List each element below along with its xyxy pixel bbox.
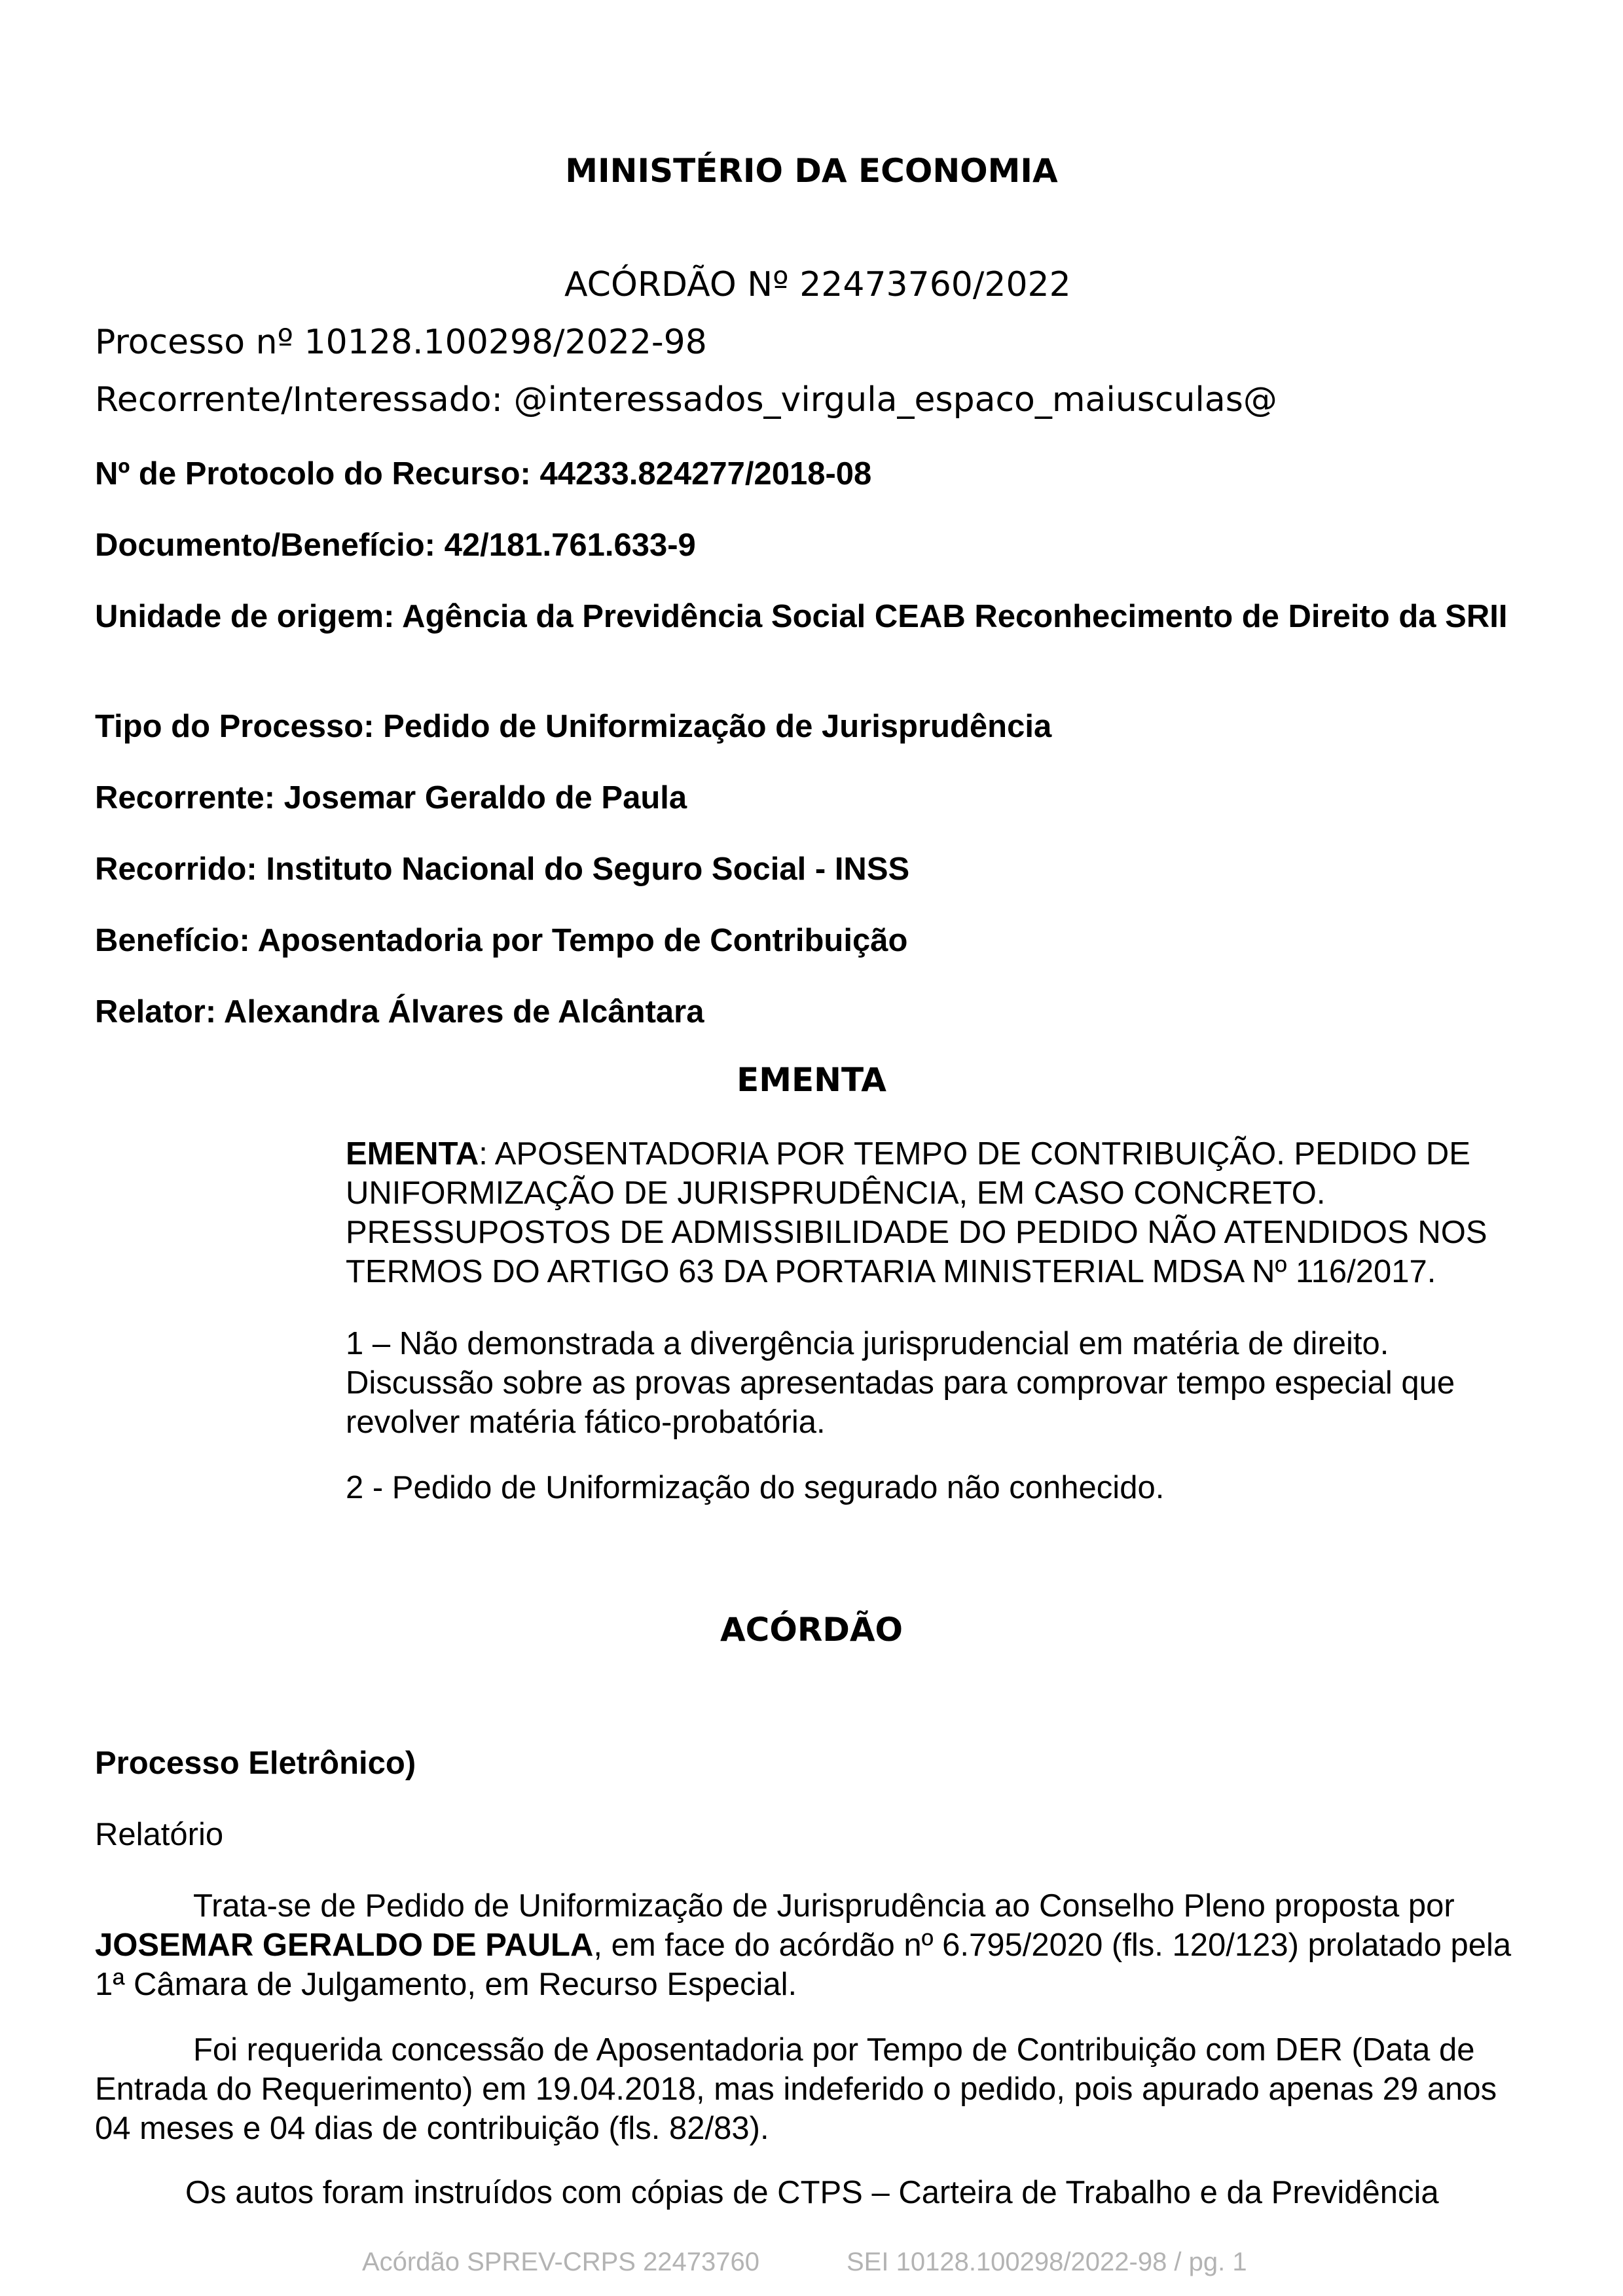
- relatorio-p1-start: Trata-se de Pedido de Uniformização de Jurisprudência ao Conselho Pleno proposta por: [193, 1888, 1455, 1924]
- processo-number: Processo nº 10128.100298/2022-98: [95, 323, 707, 362]
- footer-sei-ref: SEI 10128.100298/2022-98 / pg. 1: [847, 2248, 1247, 2276]
- acordao-number: ACÓRDÃO Nº 22473760/2022: [564, 265, 1071, 304]
- relatorio-p1-name: JOSEMAR GERALDO DE PAULA: [95, 1928, 594, 1963]
- ministry-title: MINISTÉRIO DA ECONOMIA: [565, 152, 1058, 190]
- field-relator: Relator: Alexandra Álvares de Alcântara: [95, 994, 704, 1030]
- ementa-item-1: 1 – Não demonstrada a divergência jurisprudencial em matéria de direito. Discussão sobre as provas apresentadas para comprovar tempo especial que revolver matéria fático-probatória.: [346, 1326, 1455, 1440]
- relatorio-p1-rest: , em face do acórdão nº 6.795/2020 (fls. 120/123) prolatado pela 1ª Câmara de Julgamento, em Recurso Especial.: [95, 1928, 1512, 2002]
- field-unidade-origem: Unidade de origem: Agência da Previdência Social CEAB Reconhecimento de Direito da SRII: [95, 599, 1508, 634]
- ementa-item-2: 2 - Pedido de Uniformização do segurado não conhecido.: [346, 1470, 1165, 1505]
- ementa-paragraph: [346, 1134, 1537, 1291]
- ementa-text: : APOSENTADORIA POR TEMPO DE CONTRIBUIÇÃO. PEDIDO DE UNIFORMIZAÇÃO DE JURISPRUDÊNCIA, EM CASO CONCRETO. PRESSUPOSTOS DE ADMISSIBILIDADE DO PEDIDO NÃO ATENDIDOS NOS TERMOS DO ARTIGO 63 DA PORTARIA MINISTERIAL MDSA Nº 116/2017.: [346, 1136, 1487, 1289]
- footer-acordao-ref: Acórdão SPREV-CRPS 22473760: [362, 2248, 760, 2276]
- acordao-heading: ACÓRDÃO: [720, 1611, 903, 1649]
- relatorio-paragraph-3: Os autos foram instruídos com cópias de CTPS – Carteira de Trabalho e da Previdência: [185, 2175, 1439, 2210]
- field-recorrente: Recorrente: Josemar Geraldo de Paula: [95, 780, 687, 816]
- recorrente-interessado: Recorrente/Interessado: @interessados_virgula_espaco_maiusculas@: [95, 380, 1277, 420]
- field-protocolo: Nº de Protocolo do Recurso: 44233.824277/2018-08: [95, 456, 872, 492]
- field-recorrido: Recorrido: Instituto Nacional do Seguro Social - INSS: [95, 852, 910, 887]
- processo-eletronico: Processo Eletrônico): [95, 1746, 416, 1781]
- relatorio-heading: Relatório: [95, 1817, 224, 1852]
- ementa-heading: EMENTA: [737, 1061, 886, 1099]
- field-tipo-processo: Tipo do Processo: Pedido de Uniformização de Jurisprudência: [95, 709, 1052, 744]
- field-documento-beneficio: Documento/Benefício: 42/181.761.633-9: [95, 528, 696, 563]
- relatorio-paragraph-1: [95, 1886, 1535, 2004]
- field-beneficio: Benefício: Aposentadoria por Tempo de Contribuição: [95, 923, 908, 958]
- ementa-label: EMENTA: [346, 1136, 479, 1172]
- relatorio-paragraph-2: Foi requerida concessão de Aposentadoria por Tempo de Contribuição com DER (Data de Entrada do Requerimento) em 19.04.2018, mas indeferido o pedido, pois apurado apenas 29 anos 04 meses e 04 dias de contribuição (fls. 82/83).: [95, 2032, 1497, 2146]
